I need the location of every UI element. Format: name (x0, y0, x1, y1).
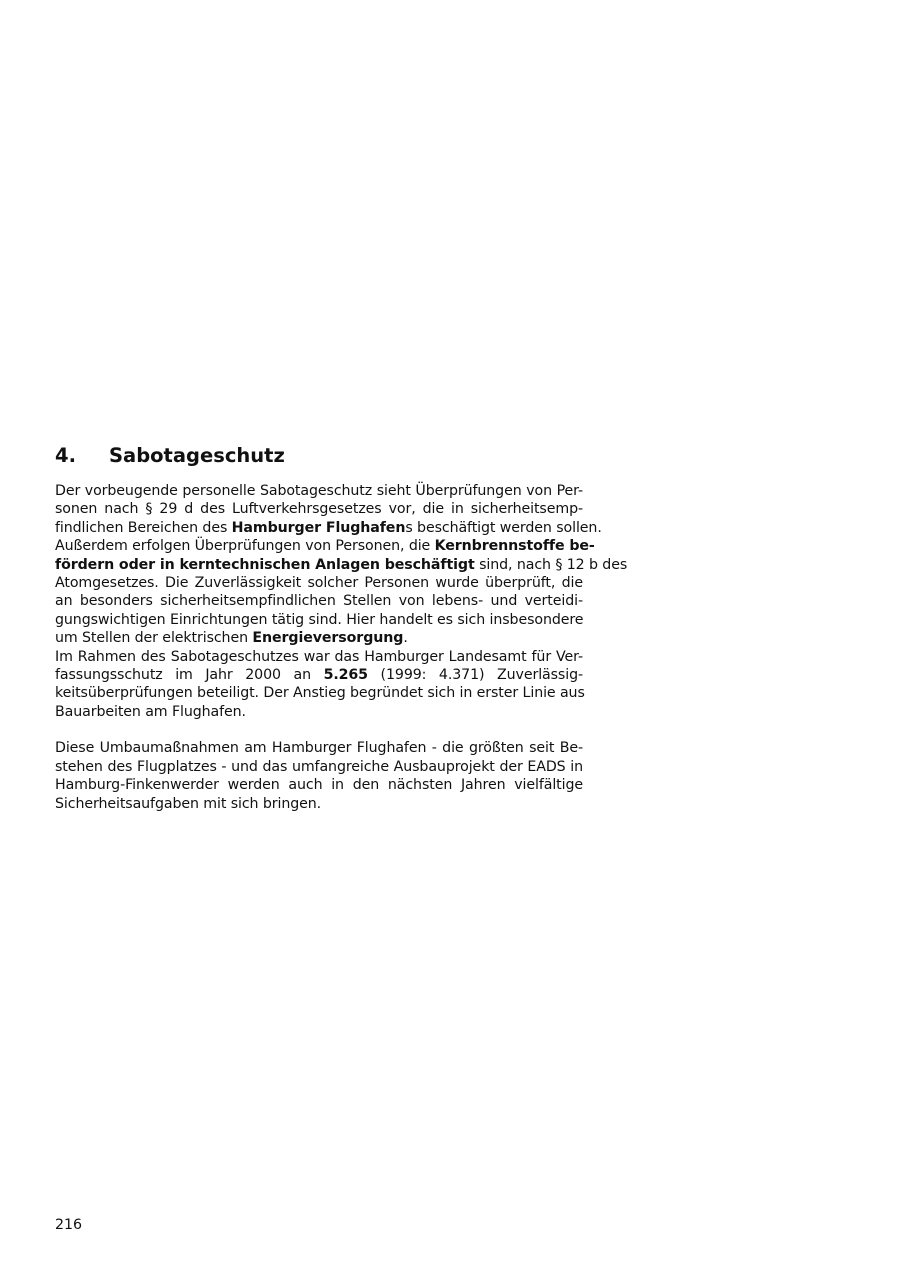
paragraph-1-line: an besonders sicherheitsempfindlichen Stellen von lebens- und verteidi- (55, 593, 583, 610)
paragraph-1-line: sonen nach § 29 d des Luftverkehrsgesetzes vor, die in sicherheitsemp- (55, 501, 583, 518)
text-run: sind, nach § 12 b des (474, 556, 628, 573)
paragraph-1-line (55, 556, 628, 574)
paragraph-3-line: Diese Umbaumaßnahmen am Hamburger Flughafen - die größten seit Be- (55, 740, 583, 757)
paragraph-2-line (55, 666, 583, 684)
body-text (55, 482, 628, 813)
paragraph-3-line: Sicherheitsaufgaben mit sich bringen. (55, 795, 322, 812)
text-run: um Stellen der elektrischen (55, 630, 253, 647)
page-number: 216 (55, 1217, 83, 1233)
emphasis-hamburger-flughafen: Hamburger Flughafen (231, 519, 406, 536)
text-run: Außerdem erfolgen Überprüfungen von Personen, die (55, 538, 435, 555)
paragraph-1-line (55, 629, 583, 647)
paragraph-3-line: stehen des Flugplatzes - und das umfangreiche Ausbauprojekt der EADS in (55, 758, 583, 775)
emphasis-kerntechnische-anlagen: fördern oder in kerntechnischen Anlagen beschäftigt (55, 556, 475, 573)
text-run: findlichen Bereichen des (55, 519, 232, 536)
section-title: Sabotageschutz (109, 444, 285, 467)
text-run: fassungsschutz im Jahr 2000 an (55, 666, 324, 683)
paragraph-1-line: Atomgesetzes. Die Zuverlässigkeit solcher Personen wurde überprüft, die (55, 574, 583, 591)
paragraph-1-line (55, 537, 595, 555)
paragraph-1-line (55, 519, 602, 537)
section-number: 4. (55, 444, 76, 467)
paragraph-spacer (55, 721, 583, 739)
text-run: (1999: 4.371) Zuverlässig- (367, 666, 583, 683)
text-run: . (403, 630, 408, 647)
paragraph-1-line: Der vorbeugende personelle Sabotageschutz sieht Überprüfungen von Per- (55, 483, 583, 499)
paragraph-1-line: gungswichtigen Einrichtungen tätig sind. Hier handelt es sich insbesondere (55, 611, 584, 628)
text-run: s beschäftigt werden sollen. (405, 519, 602, 536)
section-heading (55, 442, 285, 470)
emphasis-energieversorgung: Energieversorgung (252, 630, 404, 647)
paragraph-2-line: keitsüberprüfungen beteiligt. Der Anstieg begründet sich in erster Linie aus (55, 685, 585, 702)
paragraph-2-line: Bauarbeiten am Flughafen. (55, 703, 246, 720)
paragraph-3-line: Hamburg-Finkenwerder werden auch in den nächsten Jahren vielfältige (55, 777, 583, 794)
emphasis-kernbrennstoffe: Kernbrennstoffe be- (434, 538, 595, 555)
paragraph-2-line: Im Rahmen des Sabotageschutzes war das Hamburger Landesamt für Ver- (55, 648, 583, 665)
emphasis-count: 5.265 (323, 666, 368, 683)
